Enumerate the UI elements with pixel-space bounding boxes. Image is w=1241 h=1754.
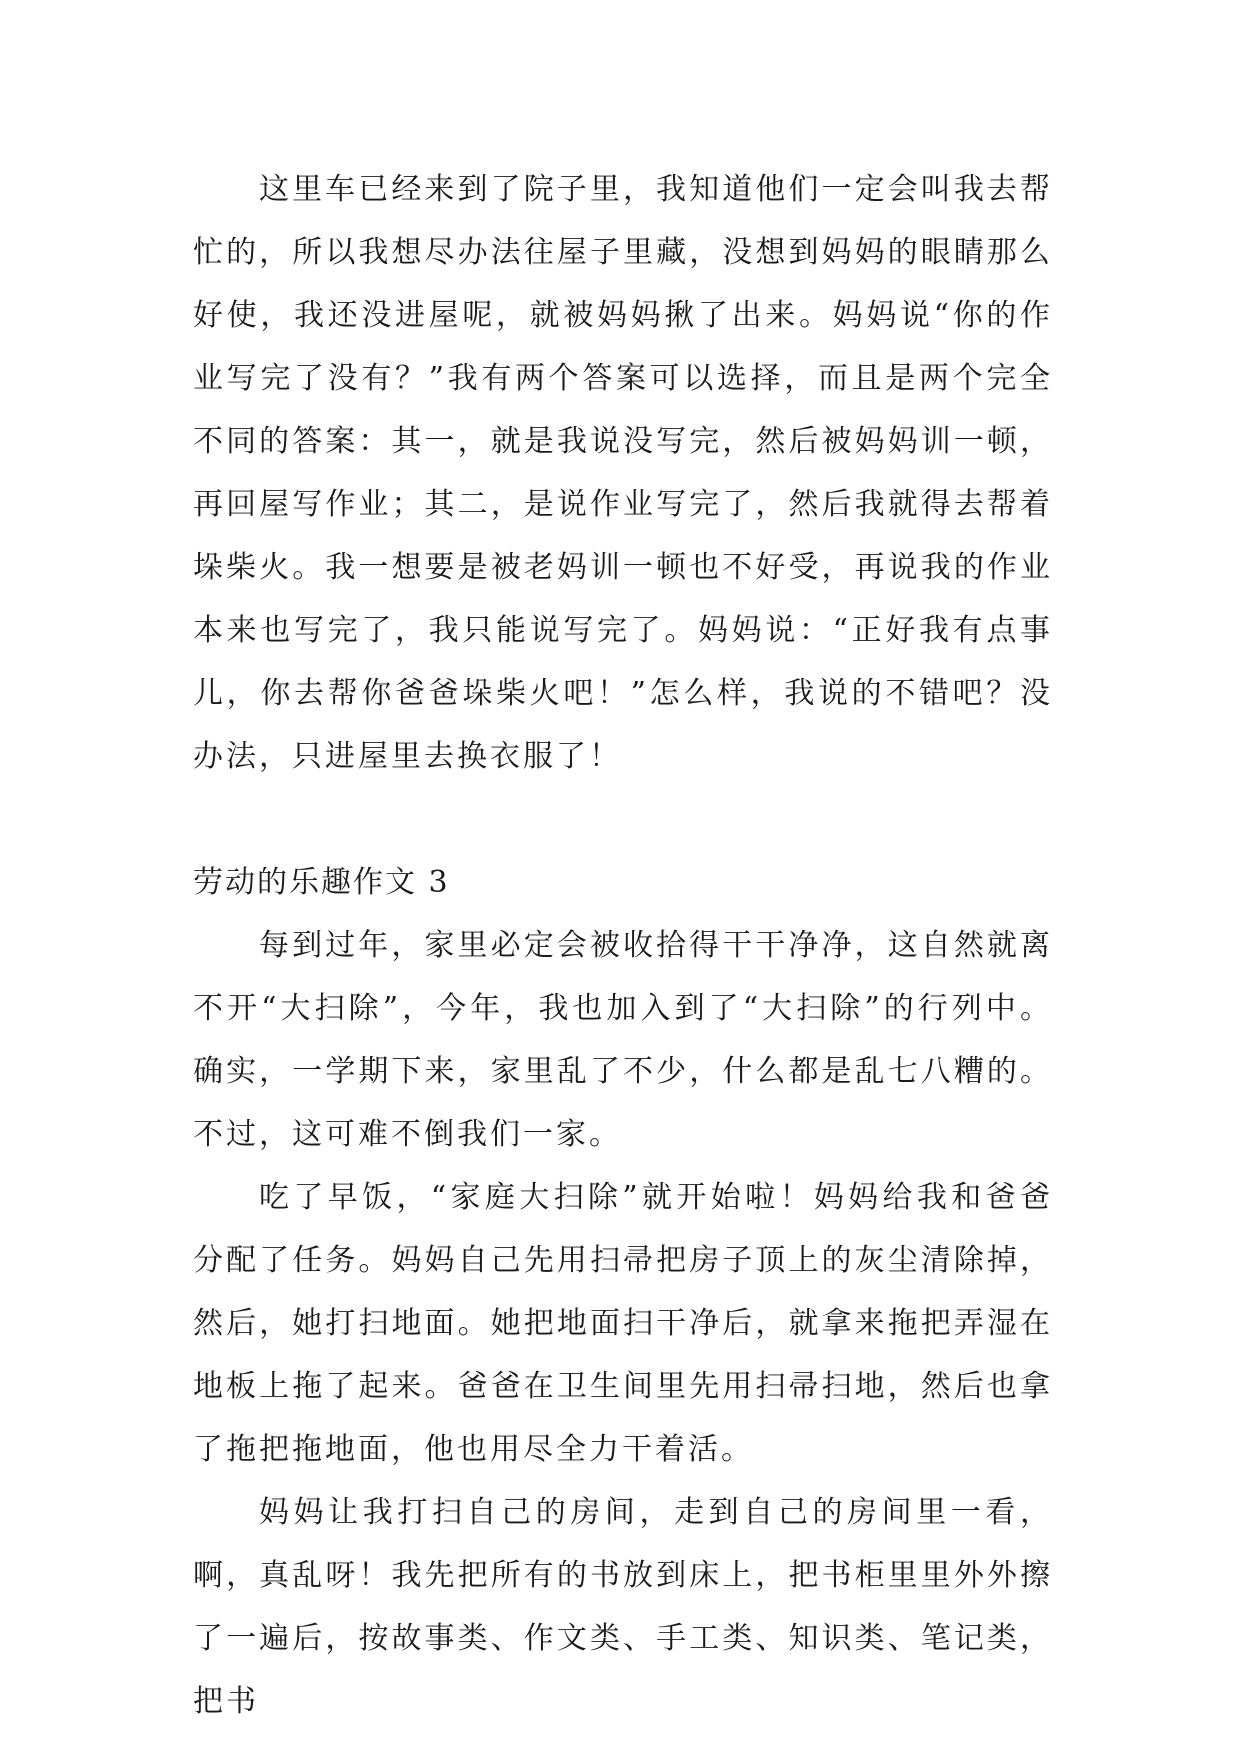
document-body — [193, 158, 1053, 1733]
section-spacer — [193, 788, 1053, 851]
paragraph-new-year-cleaning: 每到过年，家里必定会被收拾得干干净净，这自然就离不开“大扫除”，今年，我也加入到了“大扫除”的行列中。确实，一学期下来，家里乱了不少，什么都是乱七八糟的。不过，这可难不倒我们一家。 — [193, 928, 1053, 1152]
paragraph-carrying-firewood: 这里车已经来到了院子里，我知道他们一定会叫我去帮忙的，所以我想尽办法往屋子里藏，没想到妈妈的眼睛那么好使，我还没进屋呢，就被妈妈揪了出来。妈妈说“你的作业写完了没有？”我有两个答案可以选择，而且是两个完全不同的答案：其一，就是我说没写完，然后被妈妈训一顿，再回屋写作业；其二，是说作业写完了，然后我就得去帮着垛柴火。我一想要是被老妈训一顿也不好受，再说我的作业本来也写完了，我只能说写完了。妈妈说：“正好我有点事儿，你去帮你爸爸垛柴火吧！”怎么样，我说的不错吧？没办法，只进屋里去换衣服了！ — [193, 172, 1053, 774]
paragraph-task-assignment: 吃了早饭，“家庭大扫除”就开始啦！妈妈给我和爸爸分配了任务。妈妈自己先用扫帚把房子顶上的灰尘清除掉，然后，她打扫地面。她把地面扫干净后，就拿来拖把弄湿在地板上拖了起来。爸爸在卫生间里先用扫帚扫地，然后也拿了拖把拖地面，他也用尽全力干着活。 — [193, 1180, 1053, 1467]
paragraph-my-room: 妈妈让我打扫自己的房间，走到自己的房间里一看，啊，真乱呀！我先把所有的书放到床上，把书柜里里外外擦了一遍后，按故事类、作文类、手工类、知识类、笔记类，把书 — [193, 1495, 1053, 1719]
section-title: 劳动的乐趣作文 3 — [193, 865, 450, 900]
